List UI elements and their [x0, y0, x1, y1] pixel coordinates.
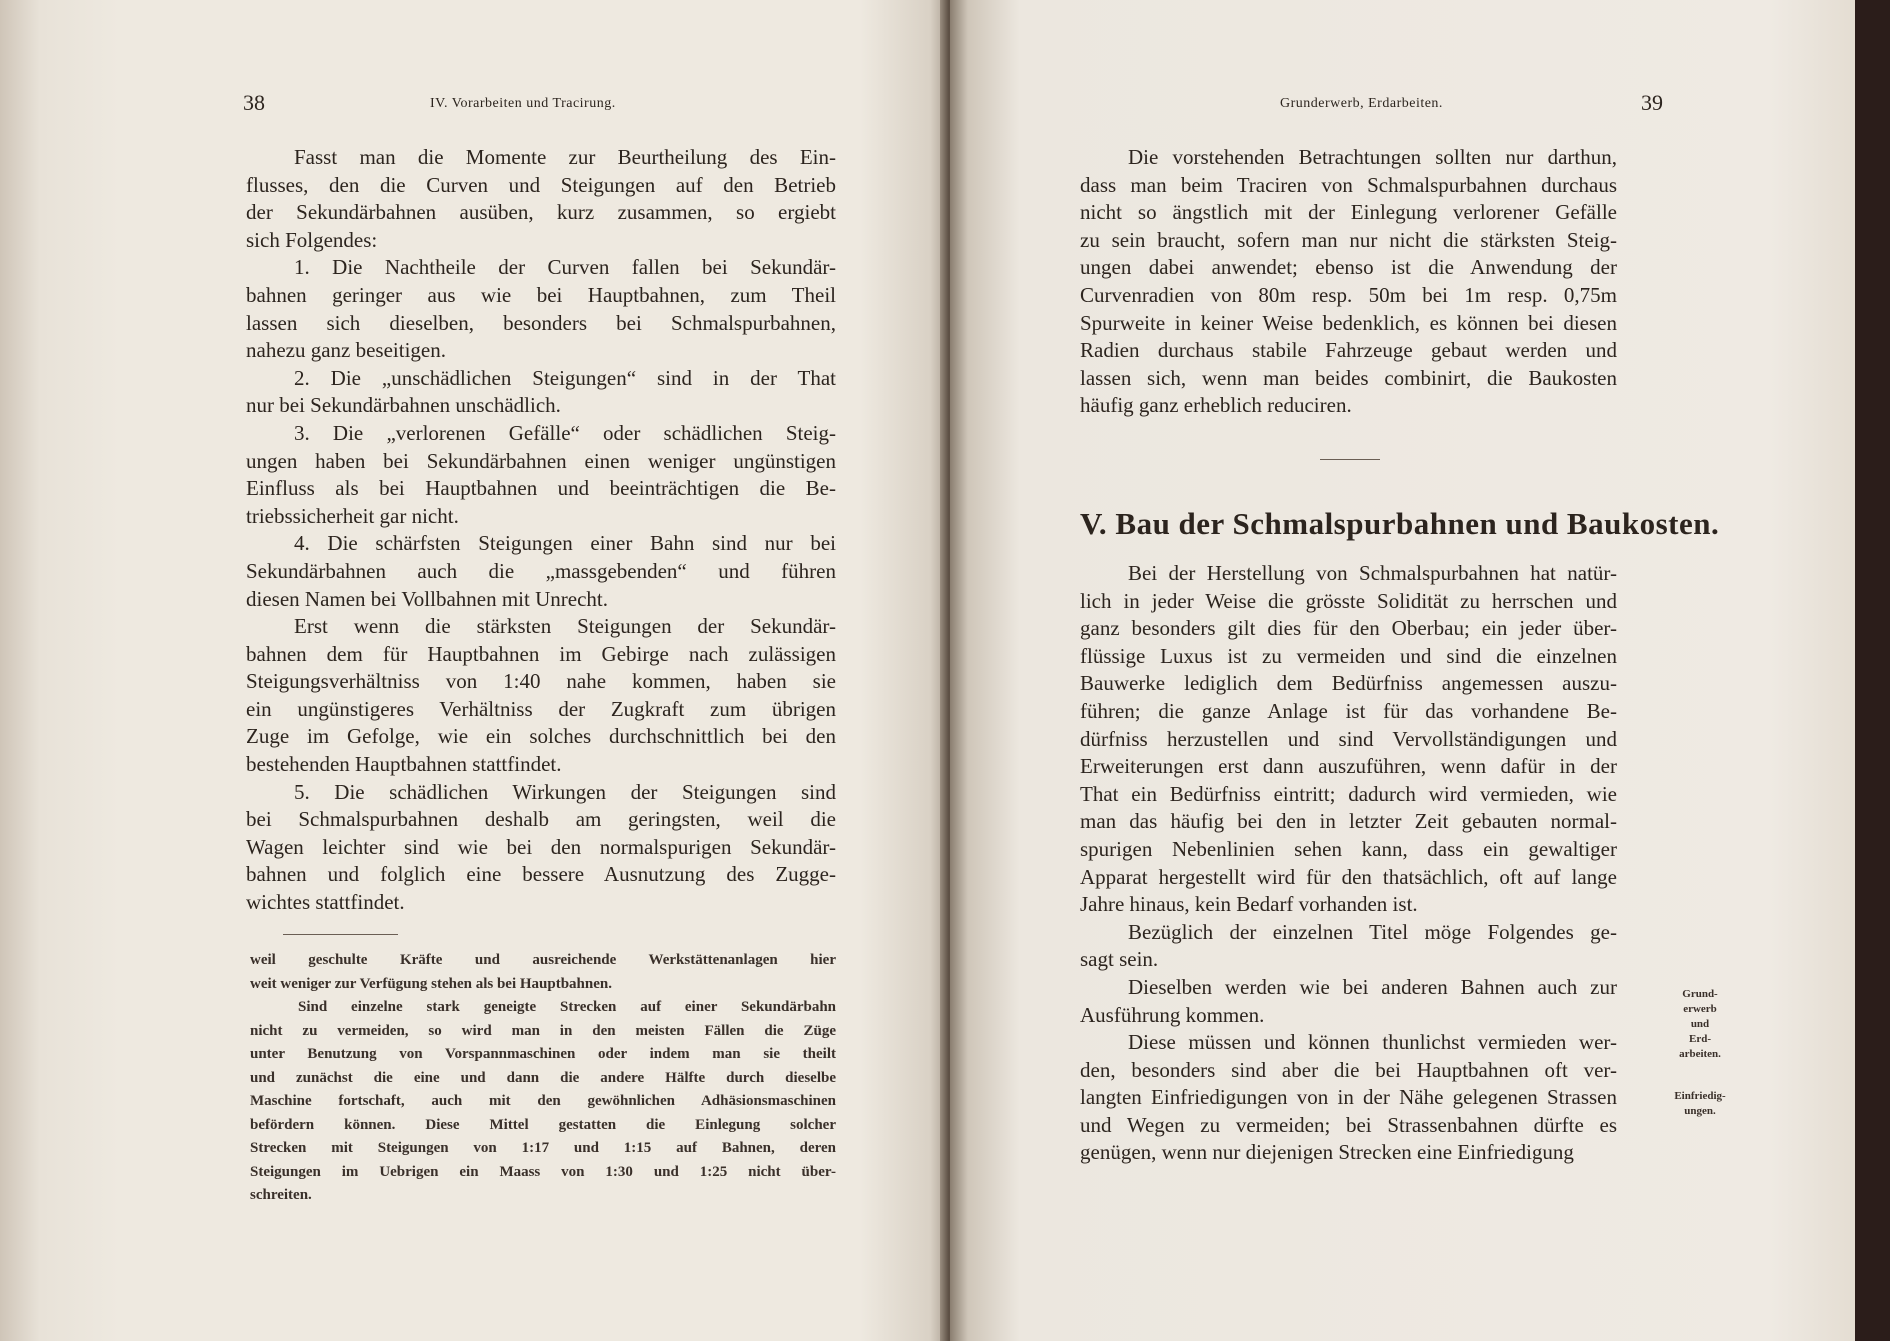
text-line: sich Folgendes: — [246, 227, 378, 252]
text-line: Curvenradien von 80m resp. 50m bei 1m resp. 0,75m — [1080, 282, 1617, 307]
book-edge — [1855, 0, 1890, 1341]
margin-note-line: Grund- — [1682, 988, 1718, 1000]
text-line: ungen haben bei Sekundärbahnen einen weniger ungünstigen — [246, 448, 836, 473]
text-line: bahnen und folglich eine bessere Ausnutzung des Zugge- — [246, 862, 836, 887]
left-body-text — [246, 144, 836, 917]
margin-note-line: Erd- — [1689, 1033, 1711, 1045]
text-line: zu sein braucht, sofern man nur nicht die stärksten Steig- — [1080, 227, 1617, 252]
text-line: That ein Bedürfniss eintritt; dadurch wird vermieden, wie — [1080, 781, 1617, 806]
text-line: bestehenden Hauptbahnen stattfindet. — [246, 752, 562, 777]
footnote-line: und zunächst die eine und dann die andere Hälfte durch dieselbe — [250, 1069, 836, 1086]
text-line: Diese müssen und können thunlichst vermieden wer- — [1128, 1030, 1617, 1055]
footnote-line: Strecken mit Steigungen von 1:17 und 1:15 auf Bahnen, deren — [250, 1140, 836, 1156]
footnote-line: Maschine fortschaft, auch mit den gewöhnlichen Adhäsionsmaschinen — [250, 1093, 836, 1109]
text-line: den, besonders sind aber die bei Hauptbahnen oft ver- — [1080, 1057, 1617, 1082]
text-line: Wagen leichter sind wie bei den normalspurigen Sekundär- — [246, 834, 836, 859]
text-line: 1. Die Nachtheile der Curven fallen bei Sekundär- — [294, 255, 836, 280]
text-line: sagt sein. — [1080, 947, 1159, 972]
text-line: Zuge im Gefolge, wie ein solches durchschnittlich bei den — [246, 724, 836, 749]
text-line: nahezu ganz beseitigen. — [246, 338, 446, 363]
margin-note-grunderwerb — [1668, 987, 1732, 1062]
text-line: Erst wenn die stärksten Steigungen der Sekundär- — [294, 614, 836, 639]
text-line: diesen Namen bei Vollbahnen mit Unrecht. — [246, 586, 608, 611]
text-line: nur bei Sekundärbahnen unschädlich. — [246, 393, 561, 418]
text-line: bahnen geringer aus wie bei Hauptbahnen, zum Theil — [246, 282, 836, 307]
text-line: Spurweite in keiner Weise bedenklich, es können bei diesen — [1080, 310, 1617, 335]
text-line: triebssicherheit gar nicht. — [246, 503, 459, 528]
margin-note-line: erwerb — [1683, 1003, 1717, 1015]
margin-note-line: arbeiten. — [1679, 1048, 1721, 1060]
footnote-line: nicht zu vermeiden, so wird man in den meisten Fällen die Züge — [250, 1022, 836, 1039]
text-line: Apparat hergestellt wird für den thatsächlich, oft auf lange — [1080, 864, 1617, 889]
text-line: lassen sich dieselben, besonders bei Schmalspurbahnen, — [246, 310, 836, 335]
text-line: Steigungsverhältniss von 1:40 nahe kommen, haben sie — [246, 669, 836, 694]
margin-note-line: Einfriedig- — [1674, 1090, 1726, 1102]
text-line: lich in jeder Weise die grösste Solidität zu herrschen und — [1080, 588, 1617, 613]
text-line: und Wegen zu vermeiden; bei Strassenbahnen dürfte es — [1080, 1112, 1617, 1137]
page-number-right: 39 — [1641, 90, 1663, 115]
text-line: Fasst man die Momente zur Beurtheilung des Ein- — [294, 145, 836, 169]
text-line: häufig ganz erheblich reduciren. — [1080, 393, 1352, 418]
footnote-line: Steigungen im Uebrigen ein Maass von 1:30 und 1:25 nicht über- — [250, 1163, 836, 1180]
text-line: Erweiterungen erst dann auszuführen, wenn dafür in der — [1080, 754, 1617, 779]
text-line: Die vorstehenden Betrachtungen sollten nur darthun, — [1128, 145, 1617, 169]
text-line: flüssige Luxus ist zu vermeiden und sind die einzelnen — [1080, 643, 1617, 668]
text-line: bei Schmalspurbahnen deshalb am geringsten, weil die — [246, 807, 836, 832]
margin-note-line: und — [1690, 1018, 1710, 1030]
text-line: bahnen dem für Hauptbahnen im Gebirge nach zulässigen — [246, 641, 836, 666]
text-line: ein ungünstigeres Verhältniss der Zugkraft zum übrigen — [246, 696, 836, 721]
text-line: dass man beim Traciren von Schmalspurbahnen durchaus — [1080, 172, 1617, 197]
text-line: ganz besonders gilt dies für den Oberbau; ein jeder über- — [1080, 616, 1617, 641]
text-line: langten Einfriedigungen von in der Nähe gelegenen Strassen — [1080, 1085, 1617, 1110]
text-line: Sekundärbahnen auch die „massgebenden“ und führen — [246, 558, 836, 583]
footnote-line: Sind einzelne stark geneigte Strecken auf einer Sekundärbahn — [298, 999, 836, 1015]
footnote-text — [250, 949, 836, 1208]
text-line: 3. Die „verlorenen Gefälle“ oder schädlichen Steig- — [294, 420, 836, 445]
text-line: nicht so ängstlich mit der Einlegung verlorener Gefälle — [1080, 200, 1617, 225]
footnote-line: weit weniger zur Verfügung stehen als bei Hauptbahnen. — [250, 975, 612, 992]
chapter-heading: V. Bau der Schmalspurbahnen und Baukosten. — [1080, 506, 1720, 541]
text-line: lassen sich, wenn man beides combinirt, die Baukosten — [1080, 365, 1617, 390]
text-line: Bauwerke lediglich dem Bedürfniss angemessen auszu- — [1080, 671, 1617, 696]
text-line: führen; die ganze Anlage ist für das vorhandene Be- — [1080, 698, 1617, 723]
text-line: 2. Die „unschädlichen Steigungen“ sind in der That — [294, 365, 836, 390]
margin-note-einfriedigungen — [1662, 1089, 1738, 1119]
running-head-left: IV. Vorarbeiten und Tracirung. — [430, 96, 616, 111]
text-line: ungen dabei anwendet; ebenso ist die Anwendung der — [1080, 255, 1617, 280]
right-page — [950, 0, 1855, 1341]
text-line: wichtes stattfindet. — [246, 890, 405, 915]
text-line: genügen, wenn nur diejenigen Strecken eine Einfriedigung — [1080, 1140, 1574, 1165]
margin-note-line: ungen. — [1684, 1105, 1716, 1117]
text-line: Dieselben werden wie bei anderen Bahnen auch zur — [1128, 974, 1617, 999]
text-line: flusses, den die Curven und Steigungen auf den Betrieb — [246, 172, 836, 197]
footnote-line: befördern können. Diese Mittel gestatten die Einlegung solcher — [250, 1116, 836, 1133]
footnote-line: unter Benutzung von Vorspannmaschinen oder indem man sie theilt — [250, 1046, 836, 1062]
footnote-line: weil geschulte Kräfte und ausreichende Werkstättenanlagen hier — [250, 952, 836, 968]
section-rule — [1320, 459, 1380, 460]
page-number-left: 38 — [243, 90, 265, 115]
text-line: 4. Die schärfsten Steigungen einer Bahn sind nur bei — [294, 531, 836, 556]
text-line: 5. Die schädlichen Wirkungen der Steigungen sind — [294, 779, 836, 804]
text-line: Ausführung kommen. — [1080, 1002, 1265, 1027]
text-line: Bei der Herstellung von Schmalspurbahnen hat natür- — [1128, 561, 1617, 585]
right-top-text — [1080, 144, 1617, 420]
text-line: Radien durchaus stabile Fahrzeuge gebaut werden und — [1080, 338, 1617, 363]
running-head-right: Grunderwerb, Erdarbeiten. — [1280, 96, 1443, 111]
text-line: spurigen Nebenlinien sehen kann, dass ein gewaltiger — [1080, 836, 1617, 861]
text-line: dürfniss herzustellen und sind Vervollständigungen und — [1080, 726, 1617, 751]
right-body-text — [1080, 560, 1617, 1167]
text-line: Bezüglich der einzelnen Titel möge Folgendes ge- — [1128, 919, 1617, 944]
text-line: Jahre hinaus, kein Bedarf vorhanden ist. — [1080, 892, 1418, 917]
footnote-line: schreiten. — [250, 1187, 312, 1203]
text-line: der Sekundärbahnen ausüben, kurz zusammen, so ergiebt — [246, 200, 836, 225]
text-line: man das häufig bei den in letzter Zeit gebauten normal- — [1080, 809, 1617, 834]
footnote-rule — [283, 934, 398, 935]
text-line: Einfluss als bei Hauptbahnen und beeinträchtigen die Be- — [246, 476, 836, 501]
